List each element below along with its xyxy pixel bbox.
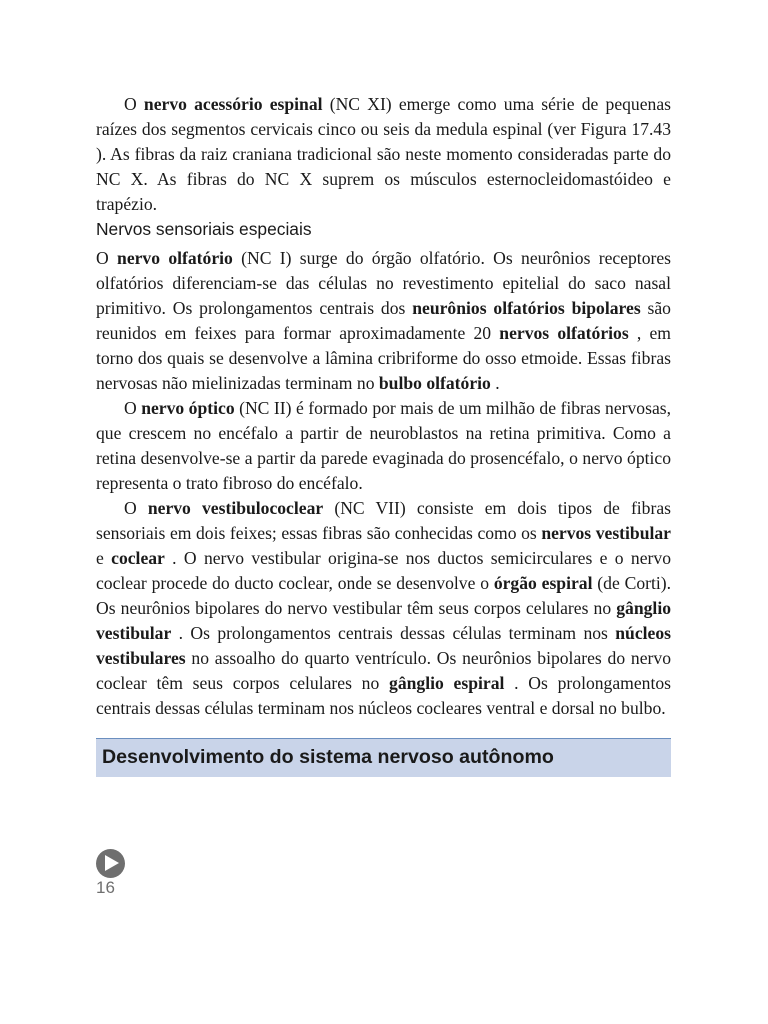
section-heading-bar bbox=[96, 738, 671, 777]
play-circle-icon[interactable] bbox=[96, 849, 125, 878]
paragraph-vestibulocochlear-nerve bbox=[96, 496, 671, 721]
subheading-special-sensory-nerves: Nervos sensoriais especiais bbox=[96, 219, 312, 239]
text-run: e bbox=[96, 548, 112, 568]
text-run: (de Corti). Os neurônios bipolares do nervo vestibular têm seus corpos celulares no bbox=[96, 573, 672, 618]
text-run: O bbox=[96, 248, 118, 268]
bold-term: neurônios olfatórios bipolares bbox=[412, 298, 641, 318]
text-run: (NC I) surge do órgão olfatório. Os neurônios receptores olfatórios diferenciam-se das células no revestimento epitelial do saco nasal primitivo. Os prolongamentos centrais dos bbox=[96, 248, 672, 318]
bold-term: nervo acessório espinal bbox=[143, 94, 323, 114]
text-run: (NC XI) emerge como uma série de pequenas raízes dos segmentos cervicais cinco ou seis da medula espinal (ver Figura 17.43 ). As fibras da raiz craniana tradicional são neste momento consideradas parte do NC X. As fibras do NC X suprem os músculos esternocleidomastóideo e trapézio. bbox=[96, 94, 671, 214]
bold-term: nervos vestibular bbox=[541, 523, 671, 543]
bold-term: nervo vestibulococlear bbox=[147, 498, 324, 518]
bold-term: núcleos vestibulares bbox=[96, 623, 671, 668]
bold-term: bulbo olfatório bbox=[378, 373, 491, 393]
content-column bbox=[96, 92, 671, 777]
text-run: . Os prolongamentos centrais dessas células terminam nos bbox=[171, 623, 616, 643]
text-run: (NC VII) consiste em dois tipos de fibras sensoriais em dois feixes; essas fibras são conhecidas como os bbox=[96, 498, 671, 543]
video-link[interactable] bbox=[96, 849, 128, 898]
text-run: no assoalho do quarto ventrículo. Os neurônios bipolares do nervo coclear têm seus corpos celulares no bbox=[96, 648, 671, 693]
paragraph-accessory-nerve bbox=[96, 92, 671, 217]
text-run: são reunidos em feixes para formar aproximadamente 20 bbox=[96, 298, 671, 343]
text-run: . bbox=[490, 373, 500, 393]
bold-term: nervo olfatório bbox=[117, 248, 233, 268]
paragraph-optic-nerve bbox=[96, 396, 671, 496]
text-run: O bbox=[124, 398, 142, 418]
text-run: (NC II) é formado por mais de um milhão de fibras nervosas, que crescem no encéfalo a partir de neuroblastos na retina primitiva. Como a retina desenvolve-se a partir da parede evaginada do prosencéfalo, o nervo óptico representa o trato fibroso do encéfalo. bbox=[96, 398, 671, 493]
bold-term: nervo óptico bbox=[141, 398, 235, 418]
text-run: , em torno dos quais se desenvolve a lâmina cribriforme do osso etmoide. Essas fibras nervosas não mielinizadas terminam no bbox=[96, 323, 671, 393]
bold-term: órgão espiral bbox=[493, 573, 593, 593]
text-run: O bbox=[124, 94, 144, 114]
text-run: . O nervo vestibular origina-se nos ductos semicirculares e o nervo coclear procede do ducto coclear, onde se desenvolve o bbox=[96, 548, 671, 593]
text-run: . Os prolongamentos centrais dessas células terminam nos núcleos cocleares ventral e dorsal no bulbo. bbox=[96, 673, 671, 718]
paragraph-olfactory-nerve bbox=[96, 246, 671, 396]
bold-term: gânglio espiral bbox=[389, 673, 505, 693]
section-heading: Desenvolvimento do sistema nervoso autônomo bbox=[102, 746, 554, 768]
bold-term: gânglio vestibular bbox=[96, 598, 671, 643]
bold-term: nervos olfatórios bbox=[499, 323, 629, 343]
text-run: O bbox=[124, 498, 148, 518]
bold-term: coclear bbox=[111, 548, 165, 568]
video-number: 16 bbox=[96, 878, 115, 897]
